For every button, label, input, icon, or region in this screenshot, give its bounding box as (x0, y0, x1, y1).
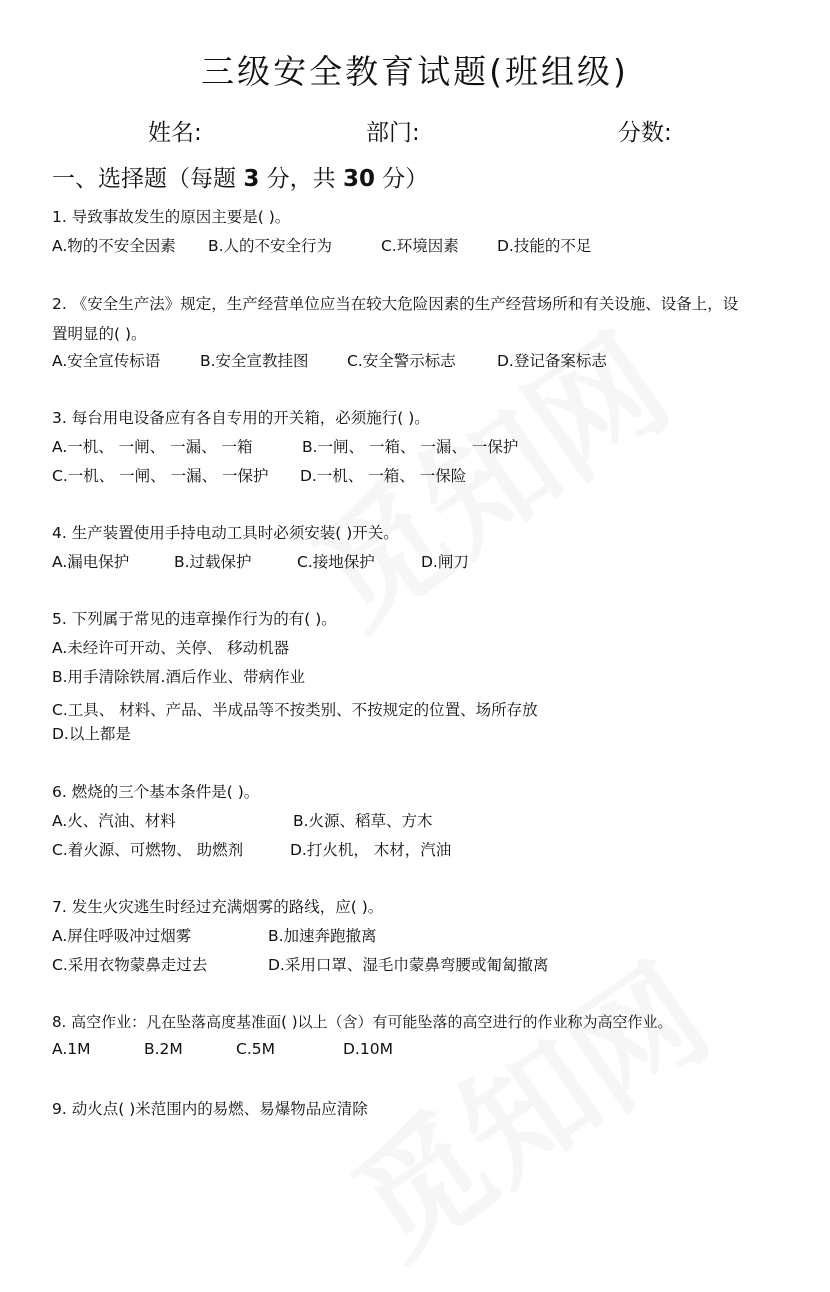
question-9: 9. 动火点( )米范围内的易燃、易爆物品应清除 (52, 1100, 368, 1118)
department-label: 部门: (366, 120, 420, 146)
question-5: 5. 下列属于常见的违章操作行为的有( )。 (52, 610, 337, 628)
question-8: 8. 高空作业：凡在坠落高度基准面( )以上（含）有可能坠落的高空进行的作业称为高空作业。 (52, 1013, 673, 1031)
option: C.环境因素 (381, 237, 459, 255)
option: D.打火机， 木材，汽油 (290, 841, 452, 859)
option: C.接地保护 (297, 553, 375, 571)
section-heading: 一、选择题（每题 3 分，共 30 分） (52, 166, 429, 192)
option: C.一机、 一闸、 一漏、 一保护 (52, 467, 269, 485)
option: A.1M (52, 1040, 91, 1058)
option: D.技能的不足 (497, 237, 592, 255)
option: D.一机、 一箱、 一保险 (300, 467, 467, 485)
question-4: 4. 生产装置使用手持电动工具时必须安装( )开关。 (52, 524, 399, 542)
option: D.10M (343, 1040, 393, 1058)
option: A.安全宣传标语 (52, 352, 161, 370)
option: D.登记备案标志 (497, 352, 607, 370)
option: D.以上都是 (52, 725, 131, 743)
option: C.安全警示标志 (347, 352, 456, 370)
question-3: 3. 每台用电设备应有各自专用的开关箱，必须施行( )。 (52, 409, 430, 427)
option: B.过载保护 (174, 553, 252, 571)
option: C.5M (236, 1040, 275, 1058)
option: A.一机、 一闸、 一漏、 一箱 (52, 438, 253, 456)
option: B.用手清除铁屑.酒后作业、带病作业 (52, 668, 305, 686)
page-title: 三级安全教育试题(班组级) (201, 52, 629, 91)
option: A.屏住呼吸冲过烟雾 (52, 927, 192, 945)
option: A.火、汽油、材料 (52, 812, 176, 830)
option: C.着火源、可燃物、 助燃剂 (52, 841, 244, 859)
question-6: 6. 燃烧的三个基本条件是( )。 (52, 783, 260, 801)
question-7: 7. 发生火灾逃生时经过充满烟雾的路线，应( )。 (52, 898, 384, 916)
option: D.采用口罩、湿毛巾蒙鼻弯腰或匍匐撤离 (268, 956, 549, 974)
option: B.2M (144, 1040, 183, 1058)
score-label: 分数: (618, 120, 672, 146)
option: C.工具、 材料、产品、半成品等不按类别、不按规定的位置、场所存放 (52, 701, 538, 719)
option: B.火源、稻草、方木 (293, 812, 433, 830)
option: B.一闸、 一箱、 一漏、 一保护 (302, 438, 519, 456)
option: D.闸刀 (421, 553, 469, 571)
option: B.加速奔跑撤离 (268, 927, 377, 945)
question-2-line-2: 置明显的( )。 (52, 325, 147, 343)
name-label: 姓名: (148, 120, 202, 146)
option: B.安全宣教挂图 (200, 352, 309, 370)
option: A.物的不安全因素 (52, 237, 176, 255)
option: C.采用衣物蒙鼻走过去 (52, 956, 208, 974)
option: B.人的不安全行为 (208, 237, 333, 255)
question-1: 1. 导致事故发生的原因主要是( )。 (52, 208, 291, 226)
question-2: 2. 《安全生产法》规定，生产经营单位应当在较大危险因素的生产经营场所和有关设施、设备上，设 (52, 295, 739, 313)
option: A.未经许可开动、关停、 移动机器 (52, 639, 290, 657)
option: A.漏电保护 (52, 553, 130, 571)
